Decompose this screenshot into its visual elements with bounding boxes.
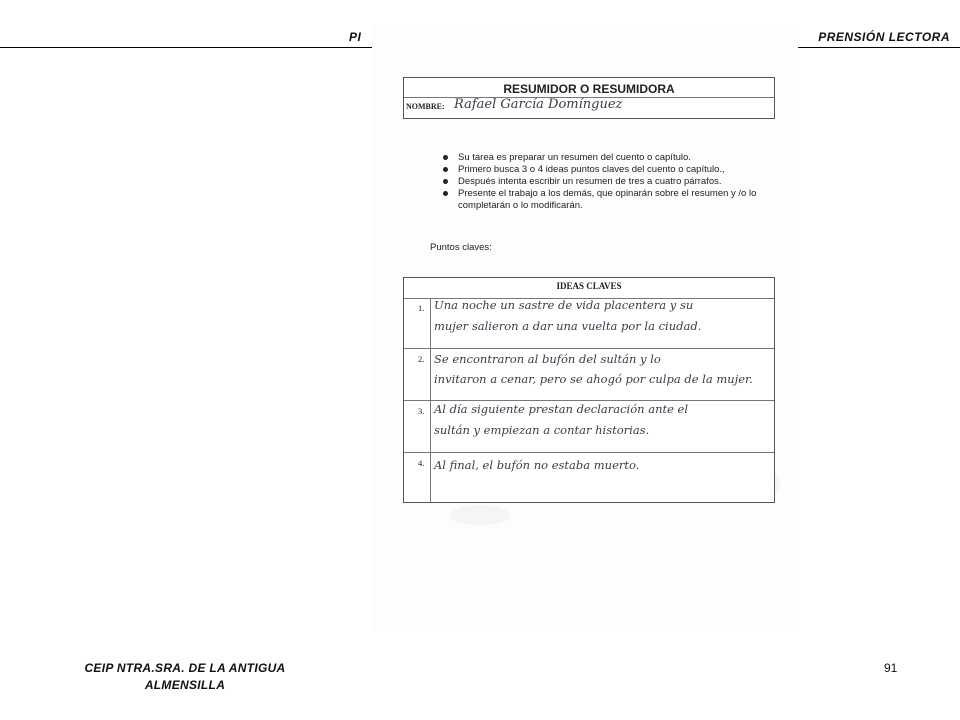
header-left-text: PI <box>349 30 362 44</box>
idea-text-line: Una noche un sastre de vida placentera y su <box>434 298 694 312</box>
points-label: Puntos claves: <box>430 242 492 253</box>
instruction-item: Su tarea es preparar un resumen del cuento o capítulo. <box>441 152 781 164</box>
idea-number: 2. <box>418 354 425 364</box>
ideas-table-header: IDEAS CLAVES <box>556 281 622 291</box>
idea-text-line: sultán y empiezan a contar historias. <box>434 423 650 437</box>
instructions-list <box>441 152 781 212</box>
table-rule <box>404 452 774 453</box>
footer-school-line1: CEIP NTRA.SRA. DE LA ANTIGUA <box>84 661 286 675</box>
footer-school-line2: ALMENSILLA <box>144 678 226 692</box>
page-number: 91 <box>884 661 898 675</box>
idea-number: 1. <box>418 303 425 313</box>
worksheet-title: RESUMIDOR O RESUMIDORA <box>503 82 675 96</box>
footer-school <box>40 660 330 694</box>
table-rule <box>404 400 774 401</box>
name-value-handwritten: Rafael García Domínguez <box>454 97 623 112</box>
header-right-text: PRENSIÓN LECTORA <box>818 30 950 44</box>
idea-number: 3. <box>418 406 425 416</box>
name-label: NOMBRE: <box>406 102 445 111</box>
table-rule <box>404 348 774 349</box>
instruction-item: Primero busca 3 o 4 ideas puntos claves del cuento o capítulo., <box>441 164 781 176</box>
idea-text-line: Al final, el bufón no estaba muerto. <box>434 458 640 472</box>
scan-smudge <box>450 505 510 525</box>
idea-text-line: Se encontraron al bufón del sultán y lo <box>434 352 661 366</box>
idea-text-line: invitaron a cenar, pero se ahogó por culpa de la mujer. <box>434 372 753 386</box>
idea-number: 4. <box>418 458 425 468</box>
instruction-item: Presente el trabajo a los demás, que opinarán sobre el resumen y /o lo completarán o lo modificarán. <box>441 188 781 212</box>
idea-text-line: Al día siguiente prestan declaración ante el <box>434 402 689 416</box>
ideas-table <box>403 277 775 503</box>
idea-text-line: mujer salieron a dar una vuelta por la ciudad. <box>434 319 702 333</box>
worksheet-title-box <box>403 77 775 119</box>
instruction-item: Después intenta escribir un resumen de tres a cuatro párrafos. <box>441 176 781 188</box>
